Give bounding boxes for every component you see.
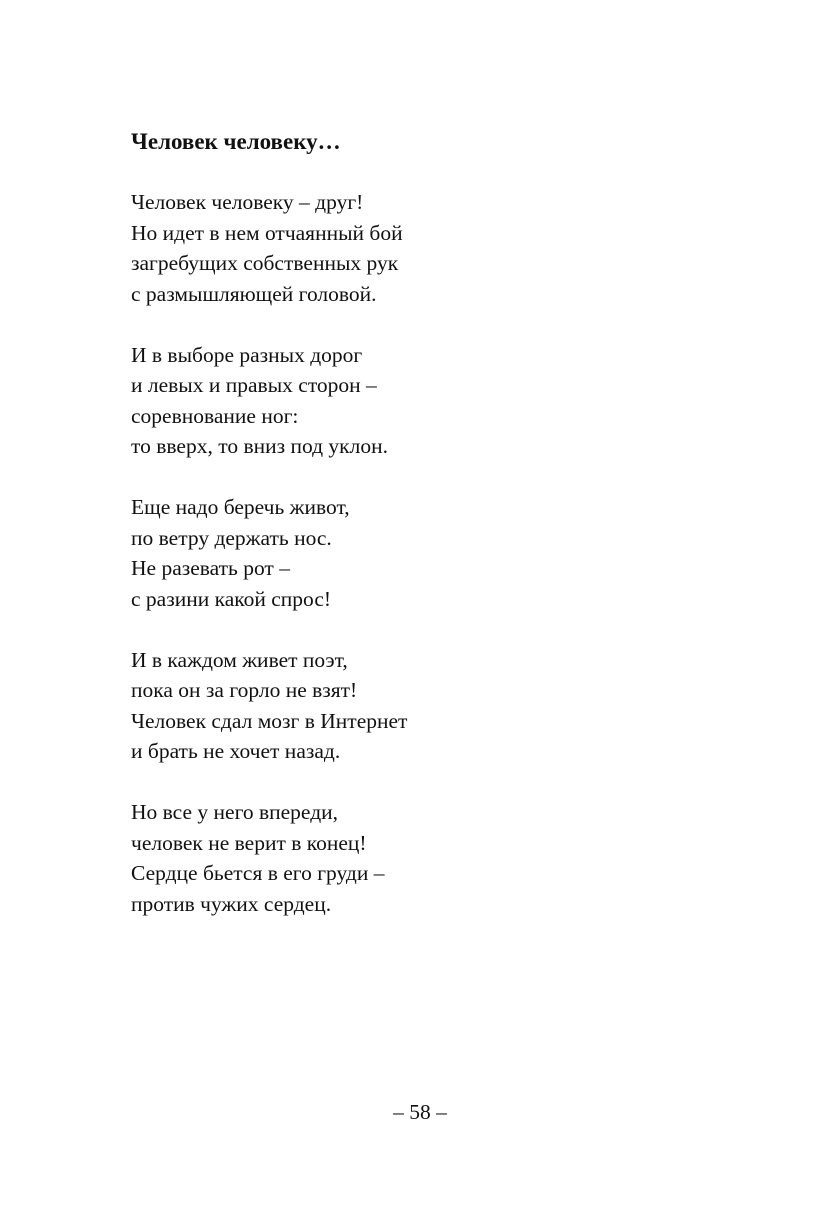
poem-line: то вверх, то вниз под уклон.: [131, 434, 388, 458]
poem-line: человек не верит в конец!: [131, 830, 367, 855]
poem-body: [131, 187, 407, 950]
poem-line: Не разевать рот –: [131, 556, 290, 580]
poem-line: Человек сдал мозг в Интернет: [131, 708, 408, 733]
poem-line: против чужих сердец.: [131, 891, 332, 916]
poem-line: загребущих собственных рук: [131, 251, 399, 275]
poem-line: по ветру держать нос.: [131, 525, 332, 550]
stanza-5: [131, 797, 407, 919]
poem-line: пока он за горло не взят!: [131, 678, 358, 702]
poem-line: Человек человеку – друг!: [131, 190, 364, 214]
poem-line: соревнование ног:: [131, 403, 299, 428]
poem-title: Человек человеку…: [131, 129, 341, 154]
stanza-3: [131, 492, 407, 614]
poem-line: Но идет в нем отчаянный бой: [131, 220, 403, 245]
poem-line: с размышляющей головой.: [131, 281, 377, 306]
stanza-4: [131, 645, 407, 767]
poem-line: и левых и правых сторон –: [131, 373, 377, 397]
poem-line: И в выборе разных дорог: [131, 342, 363, 367]
poem-line: И в каждом живет поэт,: [131, 647, 348, 672]
poem-line: Но все у него впереди,: [131, 800, 339, 824]
poem-line: с разини какой спрос!: [131, 586, 332, 611]
poem-line: Сердце бьется в его груди –: [131, 861, 385, 885]
page-number: – 58 –: [393, 1100, 447, 1124]
poem-line: Еще надо беречь живот,: [131, 495, 350, 519]
poem-line: и брать не хочет назад.: [131, 739, 341, 763]
stanza-2: [131, 340, 407, 462]
stanza-1: [131, 187, 407, 309]
